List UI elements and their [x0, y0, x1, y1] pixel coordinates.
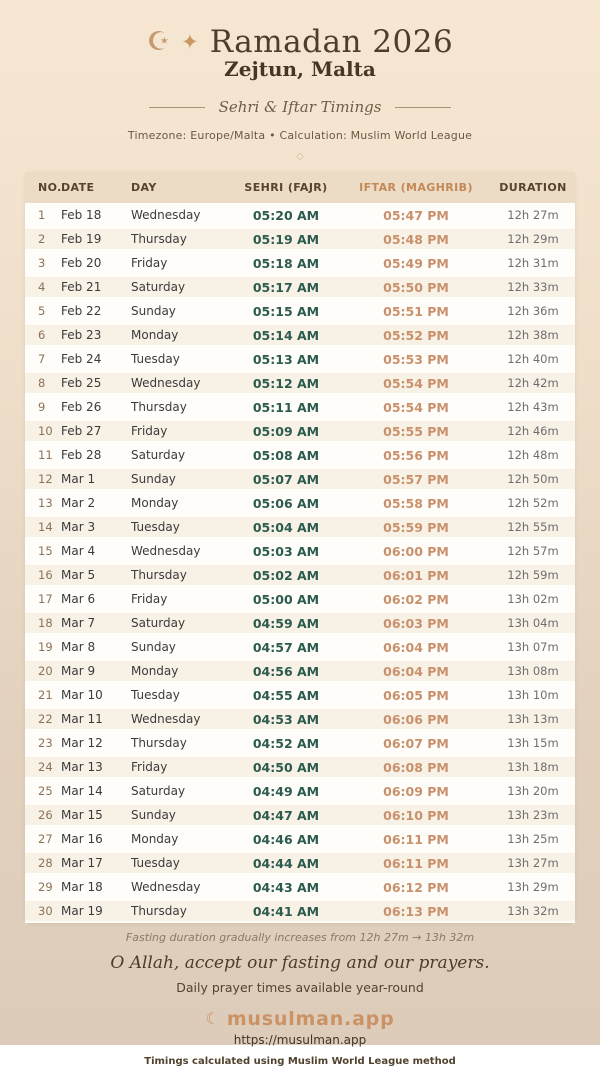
no-cell: 25	[38, 784, 53, 798]
iftar-cell: 05:54 PM	[383, 399, 449, 415]
duration-cell: 13h 10m	[507, 688, 559, 702]
table-row	[25, 683, 575, 707]
col-header-date: DATE	[61, 181, 95, 194]
day-cell: Saturday	[131, 280, 186, 294]
table-row	[25, 803, 575, 827]
section-title: Sehri & Iftar Timings	[218, 98, 382, 116]
no-cell: 11	[38, 448, 53, 462]
table-row	[25, 731, 575, 755]
sehri-cell: 05:15 AM	[252, 303, 320, 319]
iftar-cell: 05:59 PM	[383, 519, 449, 535]
day-cell: Thursday	[131, 568, 187, 582]
col-header-no: NO.	[38, 181, 62, 194]
table-row	[25, 371, 575, 395]
day-cell: Thursday	[131, 904, 187, 918]
table-row	[25, 419, 575, 443]
day-cell: Saturday	[131, 616, 186, 630]
sehri-cell: 04:57 AM	[252, 639, 320, 655]
iftar-cell: 06:10 PM	[383, 807, 449, 823]
date-cell: Mar 7	[61, 616, 96, 630]
timezone-calculation-line: Timezone: Europe/Malta • Calculation: Muslim World League	[127, 129, 473, 142]
divider-line-right	[395, 107, 451, 108]
day-cell: Sunday	[131, 808, 176, 822]
table-row	[25, 851, 575, 875]
day-cell: Sunday	[131, 472, 176, 486]
sehri-cell: 05:07 AM	[252, 471, 320, 487]
day-cell: Tuesday	[131, 688, 180, 702]
duration-cell: 13h 25m	[507, 832, 559, 846]
duration-cell: 13h 18m	[507, 760, 559, 774]
timetable-card	[25, 172, 575, 923]
day-cell: Tuesday	[131, 520, 180, 534]
sehri-cell: 04:43 AM	[252, 879, 320, 895]
table-row	[25, 395, 575, 419]
no-cell: 8	[38, 376, 46, 390]
sehri-cell: 05:12 AM	[252, 375, 320, 391]
timetable-head	[25, 172, 575, 203]
duration-cell: 13h 15m	[507, 736, 559, 750]
table-row	[25, 323, 575, 347]
iftar-cell: 05:56 PM	[383, 447, 449, 463]
sehri-cell: 05:09 AM	[252, 423, 320, 439]
iftar-cell: 05:51 PM	[383, 303, 449, 319]
col-header-sehri: SEHRI (FAJR)	[244, 181, 328, 194]
no-cell: 17	[38, 592, 53, 606]
duration-cell: 12h 46m	[507, 424, 559, 438]
page-title: Ramadan 2026	[209, 24, 454, 60]
sehri-cell: 04:52 AM	[252, 735, 320, 751]
brand-url-link[interactable]: https://musulman.app	[233, 1033, 367, 1047]
no-cell: 22	[38, 712, 53, 726]
table-row	[25, 347, 575, 371]
no-cell: 13	[38, 496, 53, 510]
table-row	[25, 659, 575, 683]
no-cell: 1	[38, 208, 46, 222]
duration-cell: 13h 07m	[507, 640, 559, 654]
duration-cell: 12h 38m	[507, 328, 559, 342]
no-cell: 4	[38, 280, 46, 294]
iftar-cell: 05:57 PM	[383, 471, 449, 487]
no-cell: 12	[38, 472, 53, 486]
iftar-cell: 05:52 PM	[383, 327, 449, 343]
no-cell: 24	[38, 760, 53, 774]
duration-cell: 13h 04m	[507, 616, 559, 630]
header-row	[25, 172, 575, 203]
no-cell: 10	[38, 424, 53, 438]
iftar-cell: 06:04 PM	[383, 639, 449, 655]
sehri-cell: 05:04 AM	[252, 519, 320, 535]
no-cell: 9	[38, 400, 46, 414]
iftar-cell: 06:00 PM	[383, 543, 449, 559]
day-cell: Wednesday	[131, 376, 201, 390]
sehri-cell: 04:46 AM	[252, 831, 320, 847]
duration-trend-note: Fasting duration gradually increases from 12h 27m → 13h 32m	[125, 931, 475, 944]
day-cell: Tuesday	[131, 856, 180, 870]
timetable-body	[25, 203, 575, 923]
sehri-cell: 04:59 AM	[252, 615, 320, 631]
date-cell: Mar 15	[61, 808, 103, 822]
sparkle-star-icon: ✦	[181, 29, 199, 54]
day-cell: Wednesday	[131, 544, 201, 558]
iftar-cell: 05:49 PM	[383, 255, 449, 271]
date-cell: Mar 11	[61, 712, 103, 726]
duration-cell: 12h 59m	[507, 568, 559, 582]
date-cell: Mar 4	[61, 544, 96, 558]
date-cell: Mar 17	[61, 856, 103, 870]
no-cell: 27	[38, 832, 53, 846]
table-row	[25, 875, 575, 899]
iftar-cell: 06:06 PM	[383, 711, 449, 727]
header	[0, 0, 600, 162]
no-cell: 26	[38, 808, 53, 822]
table-row	[25, 539, 575, 563]
no-cell: 20	[38, 664, 53, 678]
table-row	[25, 251, 575, 275]
day-cell: Wednesday	[131, 712, 201, 726]
iftar-cell: 06:03 PM	[383, 615, 449, 631]
no-cell: 29	[38, 880, 53, 894]
day-cell: Monday	[131, 328, 179, 342]
col-header-duration: DURATION	[499, 181, 567, 194]
day-cell: Tuesday	[131, 352, 180, 366]
table-row	[25, 755, 575, 779]
iftar-cell: 06:09 PM	[383, 783, 449, 799]
no-cell: 18	[38, 616, 53, 630]
dua-text: O Allah, accept our fasting and our prayers.	[110, 953, 490, 973]
sehri-cell: 05:19 AM	[252, 231, 320, 247]
location-subtitle: Zejtun, Malta	[224, 57, 376, 81]
iftar-cell: 06:02 PM	[383, 591, 449, 607]
iftar-cell: 06:11 PM	[383, 855, 449, 871]
duration-cell: 13h 08m	[507, 664, 559, 678]
diamond-ornament-icon: ◇	[296, 151, 304, 162]
date-cell: Feb 21	[61, 280, 102, 294]
availability-note: Daily prayer times available year-round	[176, 980, 424, 995]
date-cell: Mar 10	[61, 688, 103, 702]
day-cell: Sunday	[131, 304, 176, 318]
no-cell: 23	[38, 736, 53, 750]
col-header-iftar: IFTAR (MAGHRIB)	[359, 181, 473, 194]
table-row	[25, 443, 575, 467]
duration-cell: 12h 40m	[507, 352, 559, 366]
date-cell: Mar 13	[61, 760, 103, 774]
day-cell: Friday	[131, 424, 168, 438]
sehri-cell: 04:49 AM	[252, 783, 320, 799]
no-cell: 16	[38, 568, 53, 582]
day-cell: Monday	[131, 664, 179, 678]
date-cell: Feb 25	[61, 376, 102, 390]
no-cell: 2	[38, 232, 46, 246]
iftar-cell: 06:07 PM	[383, 735, 449, 751]
day-cell: Wednesday	[131, 208, 201, 222]
divider-line-left	[149, 107, 205, 108]
table-row	[25, 899, 575, 923]
duration-cell: 12h 55m	[507, 520, 559, 534]
iftar-cell: 05:48 PM	[383, 231, 449, 247]
iftar-cell: 05:55 PM	[383, 423, 449, 439]
sehri-cell: 04:47 AM	[252, 807, 320, 823]
sehri-cell: 05:03 AM	[252, 543, 320, 559]
day-cell: Sunday	[131, 640, 176, 654]
duration-cell: 13h 29m	[507, 880, 559, 894]
duration-cell: 13h 13m	[507, 712, 559, 726]
brand-link[interactable]	[0, 1008, 600, 1030]
date-cell: Feb 19	[61, 232, 102, 246]
sehri-cell: 05:02 AM	[252, 567, 320, 583]
date-cell: Feb 20	[61, 256, 102, 270]
table-row	[25, 587, 575, 611]
day-cell: Friday	[131, 256, 168, 270]
sehri-cell: 05:00 AM	[252, 591, 320, 607]
table-row	[25, 515, 575, 539]
duration-cell: 13h 02m	[507, 592, 559, 606]
table-row	[25, 611, 575, 635]
sehri-cell: 05:11 AM	[252, 399, 320, 415]
iftar-cell: 05:50 PM	[383, 279, 449, 295]
sehri-cell: 04:56 AM	[252, 663, 320, 679]
table-row	[25, 275, 575, 299]
date-cell: Mar 16	[61, 832, 103, 846]
duration-cell: 12h 36m	[507, 304, 559, 318]
table-row	[25, 203, 575, 227]
table-row	[25, 467, 575, 491]
timetable	[25, 172, 575, 923]
no-cell: 28	[38, 856, 53, 870]
table-row	[25, 635, 575, 659]
table-row	[25, 227, 575, 251]
no-cell: 30	[38, 904, 53, 918]
duration-cell: 13h 20m	[507, 784, 559, 798]
day-cell: Thursday	[131, 400, 187, 414]
table-row	[25, 491, 575, 515]
no-cell: 19	[38, 640, 53, 654]
day-cell: Thursday	[131, 232, 187, 246]
no-cell: 15	[38, 544, 53, 558]
col-header-day: DAY	[131, 181, 157, 194]
duration-cell: 12h 42m	[507, 376, 559, 390]
date-cell: Feb 18	[61, 208, 102, 222]
date-cell: Mar 9	[61, 664, 96, 678]
date-cell: Mar 1	[61, 472, 96, 486]
sehri-cell: 05:08 AM	[252, 447, 320, 463]
no-cell: 5	[38, 304, 46, 318]
date-cell: Mar 3	[61, 520, 96, 534]
duration-cell: 12h 43m	[507, 400, 559, 414]
day-cell: Monday	[131, 832, 179, 846]
no-cell: 21	[38, 688, 53, 702]
sehri-cell: 05:06 AM	[252, 495, 320, 511]
date-cell: Mar 18	[61, 880, 103, 894]
iftar-cell: 05:54 PM	[383, 375, 449, 391]
iftar-cell: 06:12 PM	[383, 879, 449, 895]
iftar-cell: 06:11 PM	[383, 831, 449, 847]
brand-name: musulman.app	[226, 1008, 395, 1030]
date-cell: Feb 22	[61, 304, 102, 318]
date-cell: Mar 19	[61, 904, 103, 918]
no-cell: 14	[38, 520, 53, 534]
table-row	[25, 563, 575, 587]
duration-cell: 12h 31m	[507, 256, 559, 270]
duration-cell: 12h 52m	[507, 496, 559, 510]
sehri-cell: 05:20 AM	[252, 207, 320, 223]
table-row	[25, 707, 575, 731]
no-cell: 6	[38, 328, 46, 342]
day-cell: Thursday	[131, 736, 187, 750]
crescent-star-icon: ☪	[146, 27, 171, 57]
sehri-cell: 05:14 AM	[252, 327, 320, 343]
day-cell: Saturday	[131, 784, 186, 798]
sehri-cell: 05:13 AM	[252, 351, 320, 367]
iftar-cell: 05:53 PM	[383, 351, 449, 367]
sehri-cell: 04:55 AM	[252, 687, 320, 703]
sehri-cell: 04:53 AM	[252, 711, 320, 727]
iftar-cell: 06:08 PM	[383, 759, 449, 775]
iftar-cell: 06:13 PM	[383, 903, 449, 919]
duration-cell: 12h 33m	[507, 280, 559, 294]
duration-cell: 12h 29m	[507, 232, 559, 246]
day-cell: Friday	[131, 592, 168, 606]
table-row	[25, 299, 575, 323]
date-cell: Mar 14	[61, 784, 103, 798]
duration-cell: 12h 27m	[507, 208, 559, 222]
duration-cell: 13h 23m	[507, 808, 559, 822]
day-cell: Wednesday	[131, 880, 201, 894]
iftar-cell: 06:01 PM	[383, 567, 449, 583]
table-row	[25, 779, 575, 803]
sehri-cell: 04:44 AM	[252, 855, 320, 871]
table-row	[25, 827, 575, 851]
day-cell: Saturday	[131, 448, 186, 462]
duration-cell: 13h 27m	[507, 856, 559, 870]
no-cell: 7	[38, 352, 46, 366]
duration-cell: 13h 32m	[507, 904, 559, 918]
iftar-cell: 06:04 PM	[383, 663, 449, 679]
calculation-method-note: Timings calculated using Muslim World League method	[144, 1056, 456, 1067]
date-cell: Feb 27	[61, 424, 102, 438]
date-cell: Mar 5	[61, 568, 96, 582]
day-cell: Monday	[131, 496, 179, 510]
section-title-row	[0, 98, 600, 116]
iftar-cell: 06:05 PM	[383, 687, 449, 703]
duration-cell: 12h 57m	[507, 544, 559, 558]
date-cell: Feb 26	[61, 400, 102, 414]
duration-cell: 12h 50m	[507, 472, 559, 486]
day-cell: Friday	[131, 760, 168, 774]
sehri-cell: 04:50 AM	[252, 759, 320, 775]
sehri-cell: 04:41 AM	[252, 903, 320, 919]
iftar-cell: 05:47 PM	[383, 207, 449, 223]
date-cell: Mar 2	[61, 496, 96, 510]
date-cell: Feb 28	[61, 448, 102, 462]
date-cell: Mar 6	[61, 592, 96, 606]
no-cell: 3	[38, 256, 46, 270]
date-cell: Feb 24	[61, 352, 102, 366]
date-cell: Feb 23	[61, 328, 102, 342]
iftar-cell: 05:58 PM	[383, 495, 449, 511]
date-cell: Mar 12	[61, 736, 103, 750]
sehri-cell: 05:18 AM	[252, 255, 320, 271]
duration-cell: 12h 48m	[507, 448, 559, 462]
title-row	[0, 24, 600, 60]
crescent-icon: ☾	[205, 1009, 220, 1028]
sehri-cell: 05:17 AM	[252, 279, 320, 295]
date-cell: Mar 8	[61, 640, 96, 654]
